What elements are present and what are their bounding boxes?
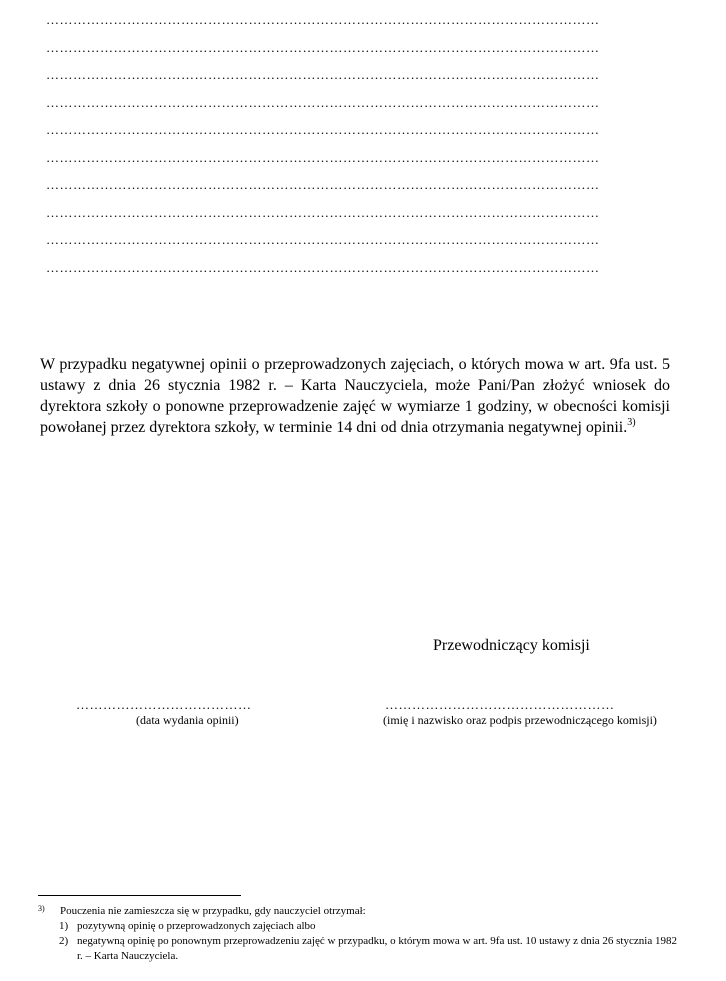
footnote-divider <box>38 895 241 896</box>
footnote-reference: 3) <box>627 417 636 428</box>
dotted-line: …………………………………………………………………………………………………………… <box>46 122 600 137</box>
dotted-line: …………………………………………………………………………………………………………… <box>46 67 600 82</box>
footnote-item <box>38 919 678 934</box>
footnote-item-number: 1) <box>59 920 69 932</box>
name-signature-line: …………………………………………… <box>385 697 615 712</box>
dotted-line: …………………………………………………………………………………………………………… <box>46 177 600 192</box>
dotted-line: …………………………………………………………………………………………………………… <box>46 232 600 247</box>
footnote-item-text: negatywną opinię po ponownym przeprowadzeniu zajęć w przypadku, o którym mowa w art. 9fa ust. 10 ustawy z dnia 26 stycznia 1982 r. – Karta Nauczyciela. <box>77 935 677 962</box>
dotted-line: …………………………………………………………………………………………………………… <box>46 259 600 275</box>
footnote-item-text: pozytywną opinię o przeprowadzonych zajęciach albo <box>77 920 316 932</box>
date-caption: (data wydania opinii) <box>136 713 239 727</box>
dotted-line: …………………………………………………………………………………………………………… <box>46 149 600 165</box>
instruction-paragraph <box>40 354 670 438</box>
dotted-line: …………………………………………………………………………………………………………… <box>46 12 600 27</box>
footnote-intro-text: Pouczenia nie zamieszcza się w przypadku, gdy nauczyciel otrzymał: <box>60 905 366 917</box>
dotted-line: …………………………………………………………………………………………………………… <box>46 204 600 220</box>
date-signature-line: ………………………………… <box>76 697 252 712</box>
chair-title: Przewodniczący komisji <box>433 637 590 654</box>
footnote-intro <box>38 904 678 919</box>
footnote-item <box>38 934 678 964</box>
footnote-item-number: 2) <box>59 935 69 947</box>
name-caption: (imię i nazwisko oraz podpis przewodniczącego komisji) <box>383 713 657 727</box>
footnote <box>38 904 678 964</box>
instruction-text: W przypadku negatywnej opinii o przeprowadzonych zajęciach, o których mowa w art. 9fa ust. 5 ustawy z dnia 26 stycznia 1982 r. – Karta Nauczyciela, może Pani/Pan złożyć wniosek do dyrektora szkoły o ponowne przeprowadzenie zajęć w wymiarze 1 godziny, w obecności komisji powołanej przez dyrektora szkoły, w terminie 14 dni od dnia otrzymania negatywnej opinii. <box>40 356 670 436</box>
dotted-answer-lines <box>46 6 670 281</box>
dotted-line: …………………………………………………………………………………………………………… <box>46 39 600 55</box>
dotted-line: …………………………………………………………………………………………………………… <box>46 94 600 110</box>
footnote-marker: 3) <box>38 904 45 913</box>
